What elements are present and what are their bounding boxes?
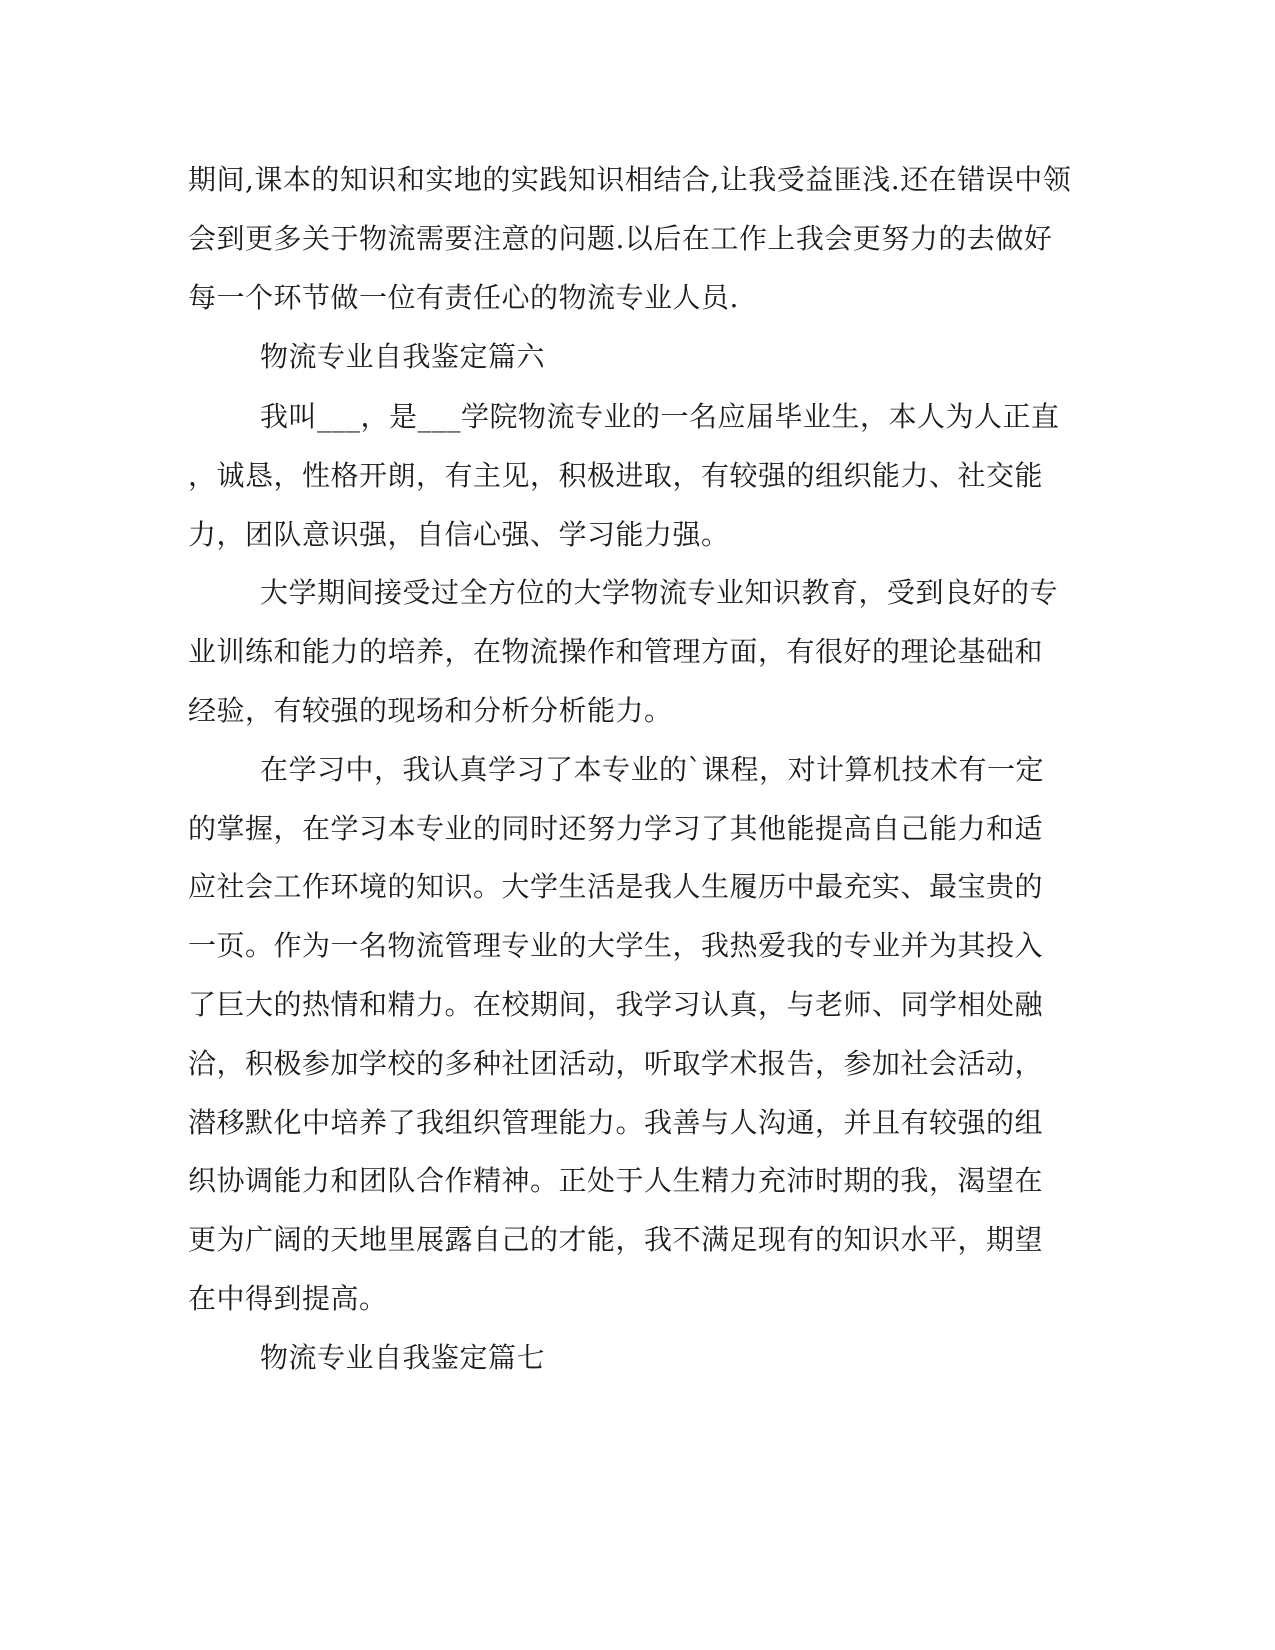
text-line: 在中得到提高。 xyxy=(188,1282,388,1315)
text-line: 每一个环节做一位有责任心的物流专业人员. xyxy=(188,281,739,314)
text-line: 潜移默化中培养了我组织管理能力。我善与人沟通，并且有较强的组 xyxy=(188,1106,1044,1139)
text-line: 一页。作为一名物流管理专业的大学生，我热爱我的专业并为其投入 xyxy=(188,929,1044,962)
text-line: 织协调能力和团队合作精神。正处于人生精力充沛时期的我，渴望在 xyxy=(188,1164,1044,1197)
text-line: 力，团队意识强，自信心强、学习能力强。 xyxy=(188,518,730,551)
text-line: 期间,课本的知识和实地的实践知识相结合,让我受益匪浅.还在错误中领 xyxy=(188,163,1072,196)
text-line: 业训练和能力的培养，在物流操作和管理方面，有很好的理论基础和 xyxy=(188,635,1044,668)
text-line: 会到更多关于物流需要注意的问题.以后在工作上我会更努力的去做好 xyxy=(188,222,1053,255)
text-line: 洽，积极参加学校的多种社团活动，听取学术报告，参加社会活动， xyxy=(188,1047,1044,1080)
section-heading: 物流专业自我鉴定篇七 xyxy=(260,1341,546,1374)
text-line: 我叫___，是___学院物流专业的一名应届毕业生，本人为人正直 xyxy=(260,400,1060,433)
text-line: 更为广阔的天地里展露自己的才能，我不满足现有的知识水平，期望 xyxy=(188,1223,1044,1256)
text-line: 经验，有较强的现场和分析分析能力。 xyxy=(188,694,673,727)
text-line: 在学习中，我认真学习了本专业的`课程，对计算机技术有一定 xyxy=(260,753,1045,786)
text-line: 的掌握，在学习本专业的同时还努力学习了其他能提高自己能力和适 xyxy=(188,812,1044,845)
text-line: ，诚恳，性格开朗，有主见，积极进取，有较强的组织能力、社交能 xyxy=(188,459,1044,492)
text-line: 大学期间接受过全方位的大学物流专业知识教育，受到良好的专 xyxy=(260,576,1059,609)
text-line: 了巨大的热情和精力。在校期间，我学习认真，与老师、同学相处融 xyxy=(188,988,1044,1021)
section-heading: 物流专业自我鉴定篇六 xyxy=(260,340,546,373)
text-line: 应社会工作环境的知识。大学生活是我人生履历中最充实、最宝贵的 xyxy=(188,870,1044,903)
